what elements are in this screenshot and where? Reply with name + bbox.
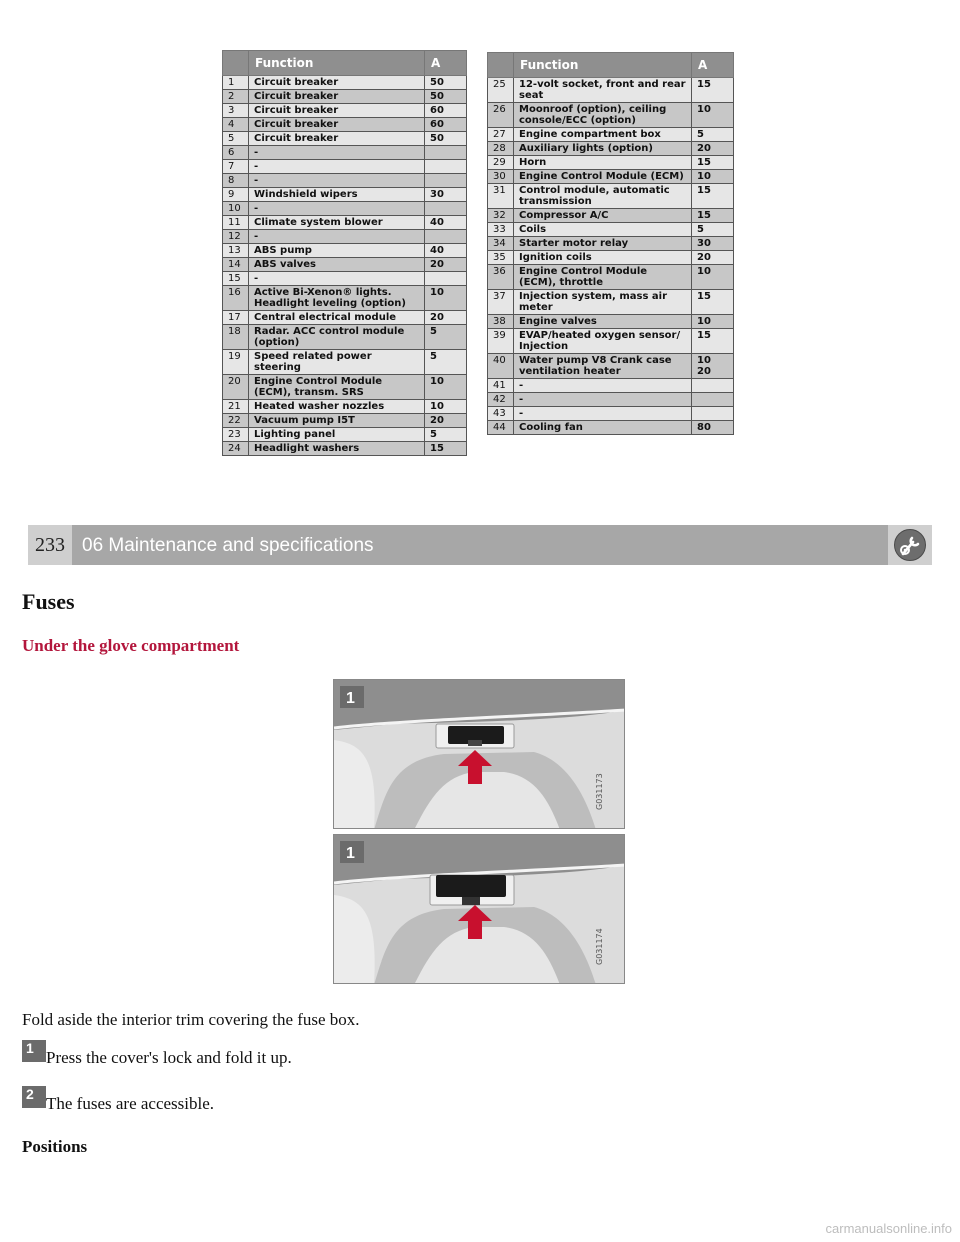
fuse-amperage [425,272,467,286]
table-row [488,354,734,379]
fuse-table-right-body [488,78,734,435]
fuse-function: - [514,379,692,393]
glovebox-illustration-1 [333,679,625,829]
fuse-amperage: 10 [692,315,734,329]
fuse-amperage: 30 [692,237,734,251]
fuse-number: 22 [223,414,249,428]
table-row [223,90,467,104]
fuse-function: - [514,407,692,421]
table-header-row [223,51,467,76]
fuse-function: Heated washer nozzles [249,400,425,414]
fuse-function: - [249,272,425,286]
fuse-number: 38 [488,315,514,329]
fuse-function: Circuit breaker [249,90,425,104]
fuse-amperage: 40 [425,244,467,258]
fuse-amperage: 50 [425,90,467,104]
fuse-function: Headlight washers [249,442,425,456]
table-row [223,286,467,311]
step-1 [22,1040,292,1068]
fuse-amperage: 50 [425,132,467,146]
fuse-function: Lighting panel [249,428,425,442]
fuse-function: Engine Control Module (ECM) [514,170,692,184]
fuse-number: 15 [223,272,249,286]
fuse-number: 14 [223,258,249,272]
fuse-amperage: 10 20 [692,354,734,379]
fuse-amperage: 80 [692,421,734,435]
fuse-amperage: 5 [692,223,734,237]
fuse-number: 25 [488,78,514,103]
wrench-gear-icon [888,525,932,565]
step-2-text: The fuses are accessible. [46,1094,215,1113]
fuse-amperage [425,160,467,174]
table-row [223,400,467,414]
table-row [488,329,734,354]
fuse-number: 35 [488,251,514,265]
fuse-function: Circuit breaker [249,104,425,118]
fuse-function: 12-volt socket, front and rear seat [514,78,692,103]
table-row [488,237,734,251]
step-1-badge: 1 [22,1040,46,1062]
table-row [488,184,734,209]
fuse-number: 17 [223,311,249,325]
fuse-amperage: 15 [692,184,734,209]
section-header-bar [28,525,932,565]
fuse-function: Windshield wipers [249,188,425,202]
fuse-number: 11 [223,216,249,230]
fuse-table-right [487,52,734,435]
fuse-number: 16 [223,286,249,311]
fuse-amperage: 5 [425,428,467,442]
fuse-number: 2 [223,90,249,104]
table-row [223,442,467,456]
fuse-function: Vacuum pump I5T [249,414,425,428]
fuse-function: - [514,393,692,407]
step-1-text: Press the cover's lock and fold it up. [46,1048,292,1067]
fuse-number: 6 [223,146,249,160]
svg-text:G031173: G031173 [595,773,604,810]
header-number [223,51,249,76]
fuse-number: 20 [223,375,249,400]
fuse-function: Moonroof (option), ceiling console/ECC (option) [514,103,692,128]
fuse-function: Engine valves [514,315,692,329]
step-2-badge: 2 [22,1086,46,1108]
table-row [488,156,734,170]
fuse-amperage: 10 [692,265,734,290]
fuse-amperage: 20 [425,311,467,325]
fuse-function: Climate system blower [249,216,425,230]
fuse-function: Coils [514,223,692,237]
table-row [223,230,467,244]
fuse-number: 27 [488,128,514,142]
fuse-amperage: 15 [692,78,734,103]
fuse-amperage [425,230,467,244]
fuse-amperage: 15 [692,156,734,170]
fuse-function: EVAP/heated oxygen sensor/ Injection [514,329,692,354]
fuse-function: Cooling fan [514,421,692,435]
table-row [223,375,467,400]
table-row [488,421,734,435]
fuse-number: 42 [488,393,514,407]
fuse-number: 13 [223,244,249,258]
fuse-amperage: 20 [425,258,467,272]
fuse-function: Active Bi-Xenon® lights. Headlight leveling (option) [249,286,425,311]
table-row [223,258,467,272]
fuse-function: Injection system, mass air meter [514,290,692,315]
fuse-number: 24 [223,442,249,456]
fuse-amperage: 10 [425,400,467,414]
table-row [488,393,734,407]
table-row [488,379,734,393]
fuse-function: Circuit breaker [249,118,425,132]
header-amperage: A [425,51,467,76]
table-row [223,132,467,146]
table-row [223,414,467,428]
header-function: Function [514,53,692,78]
fuse-function: - [249,230,425,244]
fuse-function: Horn [514,156,692,170]
fuse-amperage [425,146,467,160]
svg-text:1: 1 [346,845,355,862]
table-row [488,407,734,421]
fuse-amperage: 15 [692,329,734,354]
table-row [223,202,467,216]
positions-label: Positions [22,1137,88,1156]
table-row [488,142,734,156]
svg-text:G031174: G031174 [595,928,604,965]
svg-text:1: 1 [346,690,355,707]
table-row [223,325,467,350]
fuse-number: 32 [488,209,514,223]
fuse-amperage: 50 [425,76,467,90]
table-row [223,146,467,160]
fuse-amperage: 20 [692,142,734,156]
fuse-amperage: 40 [425,216,467,230]
fuse-number: 23 [223,428,249,442]
fuse-function: Circuit breaker [249,76,425,90]
fuse-function: ABS pump [249,244,425,258]
table-row [223,160,467,174]
table-row [488,170,734,184]
step-2 [22,1086,215,1114]
table-row [223,216,467,230]
fuse-number: 19 [223,350,249,375]
instruction-fold-trim: Fold aside the interior trim covering the fuse box. [22,1010,360,1029]
fuse-number: 5 [223,132,249,146]
table-row [488,315,734,329]
fuse-number: 44 [488,421,514,435]
table-row [223,272,467,286]
fuse-number: 36 [488,265,514,290]
fuse-number: 1 [223,76,249,90]
fuse-amperage: 15 [692,290,734,315]
table-row [223,244,467,258]
header-function: Function [249,51,425,76]
fuse-table-left-body [223,76,467,456]
fuse-number: 4 [223,118,249,132]
fuse-amperage: 15 [425,442,467,456]
fuse-amperage [425,202,467,216]
fuse-function: Starter motor relay [514,237,692,251]
fuse-amperage [692,407,734,421]
fuse-amperage: 10 [692,170,734,184]
section-subheading: Under the glove compartment [22,636,240,655]
fuse-function: Engine compartment box [514,128,692,142]
page-number: 233 [28,525,72,565]
fuse-function: Radar. ACC control module (option) [249,325,425,350]
fuse-amperage [692,379,734,393]
table-row [223,104,467,118]
fuse-number: 3 [223,104,249,118]
section-title: 06 Maintenance and specifications [82,535,374,556]
fuse-amperage: 60 [425,118,467,132]
fuse-function: - [249,160,425,174]
table-row [488,209,734,223]
fuse-number: 28 [488,142,514,156]
fuse-amperage: 5 [425,325,467,350]
fuse-function: Engine Control Module (ECM), throttle [514,265,692,290]
fuse-function: Central electrical module [249,311,425,325]
fuse-amperage: 30 [425,188,467,202]
fuse-function: ABS valves [249,258,425,272]
fuse-amperage: 5 [425,350,467,375]
fuse-function: Water pump V8 Crank case ventilation heater [514,354,692,379]
table-row [488,265,734,290]
table-row [223,188,467,202]
watermark: carmanualsonline.info [825,1221,952,1236]
fuse-amperage: 20 [425,414,467,428]
fuse-function: Speed related power steering [249,350,425,375]
fuse-number: 12 [223,230,249,244]
header-amperage: A [692,53,734,78]
fuse-amperage: 60 [425,104,467,118]
fuse-amperage: 10 [425,375,467,400]
table-row [223,350,467,375]
fuse-amperage: 10 [692,103,734,128]
fuse-table-left [222,50,467,456]
glovebox-illustration-2 [333,834,625,984]
fuse-amperage: 5 [692,128,734,142]
fuse-amperage [425,174,467,188]
fuse-number: 39 [488,329,514,354]
fuse-number: 7 [223,160,249,174]
fuse-amperage: 10 [425,286,467,311]
fuse-function: Engine Control Module (ECM), transm. SRS [249,375,425,400]
table-row [223,174,467,188]
table-row [223,118,467,132]
header-number [488,53,514,78]
table-row [223,428,467,442]
fuse-number: 43 [488,407,514,421]
fuse-number: 37 [488,290,514,315]
fuse-number: 10 [223,202,249,216]
fuse-amperage: 15 [692,209,734,223]
fuse-number: 8 [223,174,249,188]
table-row [488,290,734,315]
fuse-number: 30 [488,170,514,184]
fuse-function: - [249,146,425,160]
fuse-number: 34 [488,237,514,251]
table-row [488,103,734,128]
table-row [223,76,467,90]
fuse-number: 41 [488,379,514,393]
fuse-function: Compressor A/C [514,209,692,223]
fuse-function: - [249,174,425,188]
fuse-number: 40 [488,354,514,379]
fuse-number: 9 [223,188,249,202]
fuse-number: 21 [223,400,249,414]
table-header-row [488,53,734,78]
table-row [488,251,734,265]
fuse-function: Ignition coils [514,251,692,265]
table-row [488,78,734,103]
fuse-amperage [692,393,734,407]
fuse-function: - [249,202,425,216]
fuse-amperage: 20 [692,251,734,265]
fuse-number: 26 [488,103,514,128]
table-row [488,128,734,142]
fuse-function: Control module, automatic transmission [514,184,692,209]
page-title: Fuses [22,589,75,614]
fuse-number: 31 [488,184,514,209]
table-row [223,311,467,325]
fuse-number: 33 [488,223,514,237]
fuse-function: Auxiliary lights (option) [514,142,692,156]
fuse-number: 18 [223,325,249,350]
fuse-function: Circuit breaker [249,132,425,146]
table-row [488,223,734,237]
fuse-number: 29 [488,156,514,170]
